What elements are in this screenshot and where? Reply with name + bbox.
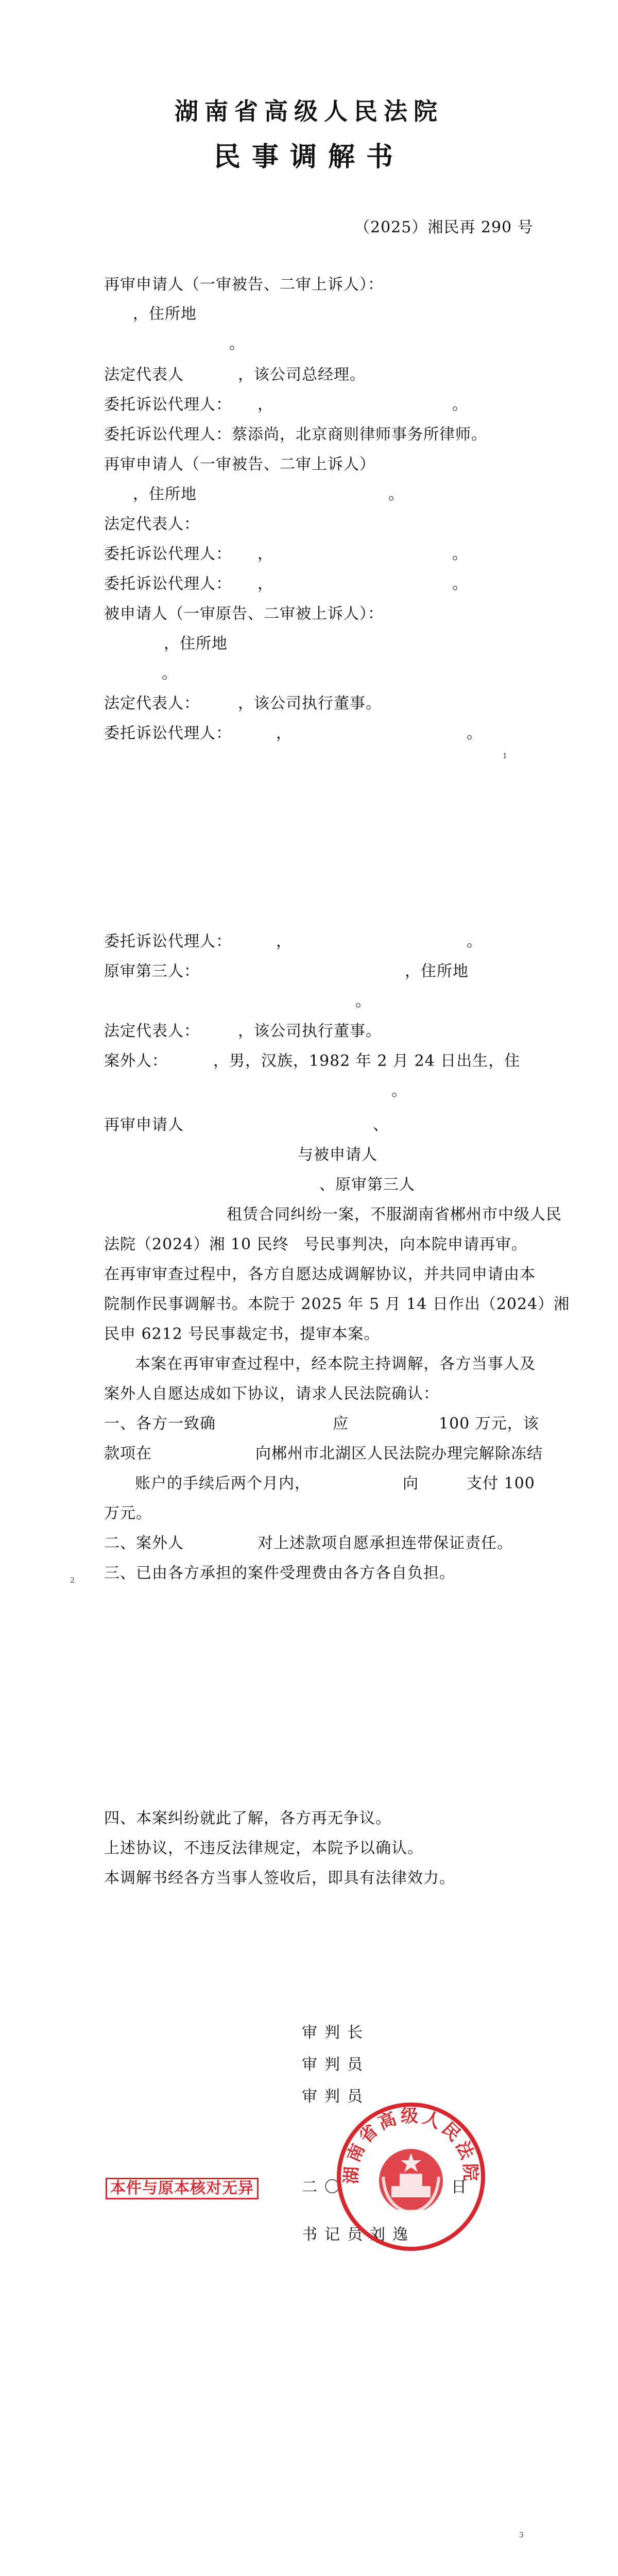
judge-label-1: 审判员 [302,2056,370,2074]
agreement-2a: 二、案外人 [104,1534,184,1552]
body-line-2a: 法院（2024）湘 10 民终 [104,1235,289,1253]
court-name: 湖南省高级人民法院 [175,97,443,125]
page-number-2: 2 [70,1577,75,1585]
body-line-2b: 号民事判决，向本院申请再审。 [304,1235,527,1253]
case-applicant-sep: 、 [373,1116,389,1134]
agreement-1f: 账户的手续后两个月内， [135,1475,311,1493]
case-applicant-label: 再审申请人 [104,1116,184,1134]
agreement-1a: 一、各方一致确 [104,1415,216,1433]
respondent-heading: 被申请人（一审原告、二审被上诉人）： [104,605,384,623]
respondent-rep-title: ，该公司执行董事。 [238,694,382,713]
third-agent-end: 。 [467,933,483,951]
effectiveness-clause: 本调解书经各方当事人签收后，即具有法律效力。 [104,1869,455,1887]
third-party-address-label: ，住所地 [405,962,469,980]
outsider-address-end: 。 [391,1082,407,1100]
agreement-1c: 100 万元，该 [439,1415,539,1433]
applicant2-heading: 再审申请人（一审被告、二审上诉人） [104,455,375,473]
body-line-7: 案外人自愿达成如下协议，请求人民法院确认： [104,1385,439,1403]
applicant2-agent1-label: 委托诉讼代理人： [104,545,232,563]
copy-certified-stamp: 本件与原本核对无异 [106,2178,259,2199]
body-line-1: 租赁合同纠纷一案，不服湖南省郴州市中级人民 [227,1206,562,1224]
agreement-1g: 向 [403,1475,419,1493]
applicant1-agent1-label: 委托诉讼代理人： [104,396,232,414]
agreement-3: 三、已由各方承担的案件受理费由各方各自负担。 [104,1564,455,1582]
clerk-signature: 书记员刘逸 [302,2226,415,2244]
document-title: 民事调解书 [213,141,404,173]
body-line-4: 院制作民事调解书。本院于 2025 年 5 月 14 日作出（2024）湘 [104,1295,570,1313]
applicant1-agent1-end: 。 [452,396,468,414]
applicant1-heading: 再审申请人（一审被告、二审上诉人）： [104,276,384,294]
third-agent-label: 委托诉讼代理人： [104,933,232,951]
third-party-address-end: 。 [355,992,371,1010]
chief-judge-label: 审判长 [302,2024,370,2042]
agreement-1e: 向郴州市北湖区人民法院办理完解除冻结 [255,1445,543,1463]
third-party-rep-title: ，该公司执行董事。 [238,1022,382,1040]
applicant2-rep-label: 法定代表人： [104,515,200,533]
respondent-address-label: ，住所地 [164,635,228,653]
body-line-5: 民申 6212 号民事裁定书，提审本案。 [104,1325,380,1343]
agreement-1d: 款项在 [104,1445,152,1463]
body-line-3: 在再审审查过程中，各方自愿达成调解协议，并共同申请由本 [104,1265,536,1283]
outsider-info: ，男，汉族，1982 年 2 月 24 日出生，住 [213,1052,521,1070]
agreement-1h: 支付 100 [467,1475,535,1493]
applicant1-address-end: 。 [229,335,245,353]
applicant2-agent2-end: 。 [452,575,468,593]
document-page-3 [0,1809,618,2576]
court-confirmation: 上述协议，不违反法律规定，本院予以确认。 [104,1839,423,1857]
document-page-1 [0,0,618,853]
case-number: （2025）湘民再 290 号 [354,218,534,236]
applicant2-address-label: ，住所地 [133,485,197,503]
agreement-1b: 应 [333,1415,349,1433]
national-emblem-icon [379,2149,443,2215]
applicant2-agent1-end: 。 [452,545,468,563]
applicant1-address-label: ，住所地 [133,305,197,323]
case-respondent-label: 与被申请人 [298,1146,377,1164]
respondent-address-end: 。 [162,665,178,683]
applicant2-agent2-label: 委托诉讼代理人： [104,575,232,593]
agreement-1i: 万元。 [104,1504,152,1522]
date-start: 二〇 [302,2178,347,2196]
case-third-party-label: 、原审第三人 [319,1176,415,1194]
applicant1-rep-title: ，该公司总经理。 [238,366,366,384]
respondent-agent-end: 。 [467,724,483,742]
respondent-rep-label: 法定代表人： [104,694,200,713]
outsider-label: 案外人： [104,1052,168,1070]
page-number-1: 1 [503,752,507,760]
body-line-6: 本案在再审审查过程中，经本院主持调解，各方当事人及 [135,1355,536,1373]
respondent-agent-label: 委托诉讼代理人： [104,724,232,742]
applicant1-rep-label: 法定代表人 [104,366,184,384]
third-party-rep-label: 法定代表人： [104,1022,200,1040]
applicant2-address-end: 。 [388,485,404,503]
document-page-2 [0,933,618,1690]
judge-label-2: 审判员 [302,2088,370,2106]
applicant1-agent1-comma: ， [258,396,273,414]
court-seal [334,2099,488,2254]
third-agent-comma: ， [276,933,292,951]
seal-text: 湖南省高级人民法院 [341,2106,481,2184]
page-number-3: 3 [519,2531,524,2539]
date-end: 日 [451,2178,474,2196]
third-party-label: 原审第三人： [104,962,200,980]
applicant2-agent2-comma: ， [258,575,273,593]
respondent-agent-comma: ， [276,724,292,742]
applicant2-agent1-comma: ， [258,545,273,563]
agreement-2b: 对上述款项自愿承担连带保证责任。 [258,1534,513,1552]
applicant1-agent2: 委托诉讼代理人：蔡添尚，北京商则律师事务所律师。 [104,426,487,444]
agreement-4: 四、本案纠纷就此了解，各方再无争议。 [104,1809,391,1827]
